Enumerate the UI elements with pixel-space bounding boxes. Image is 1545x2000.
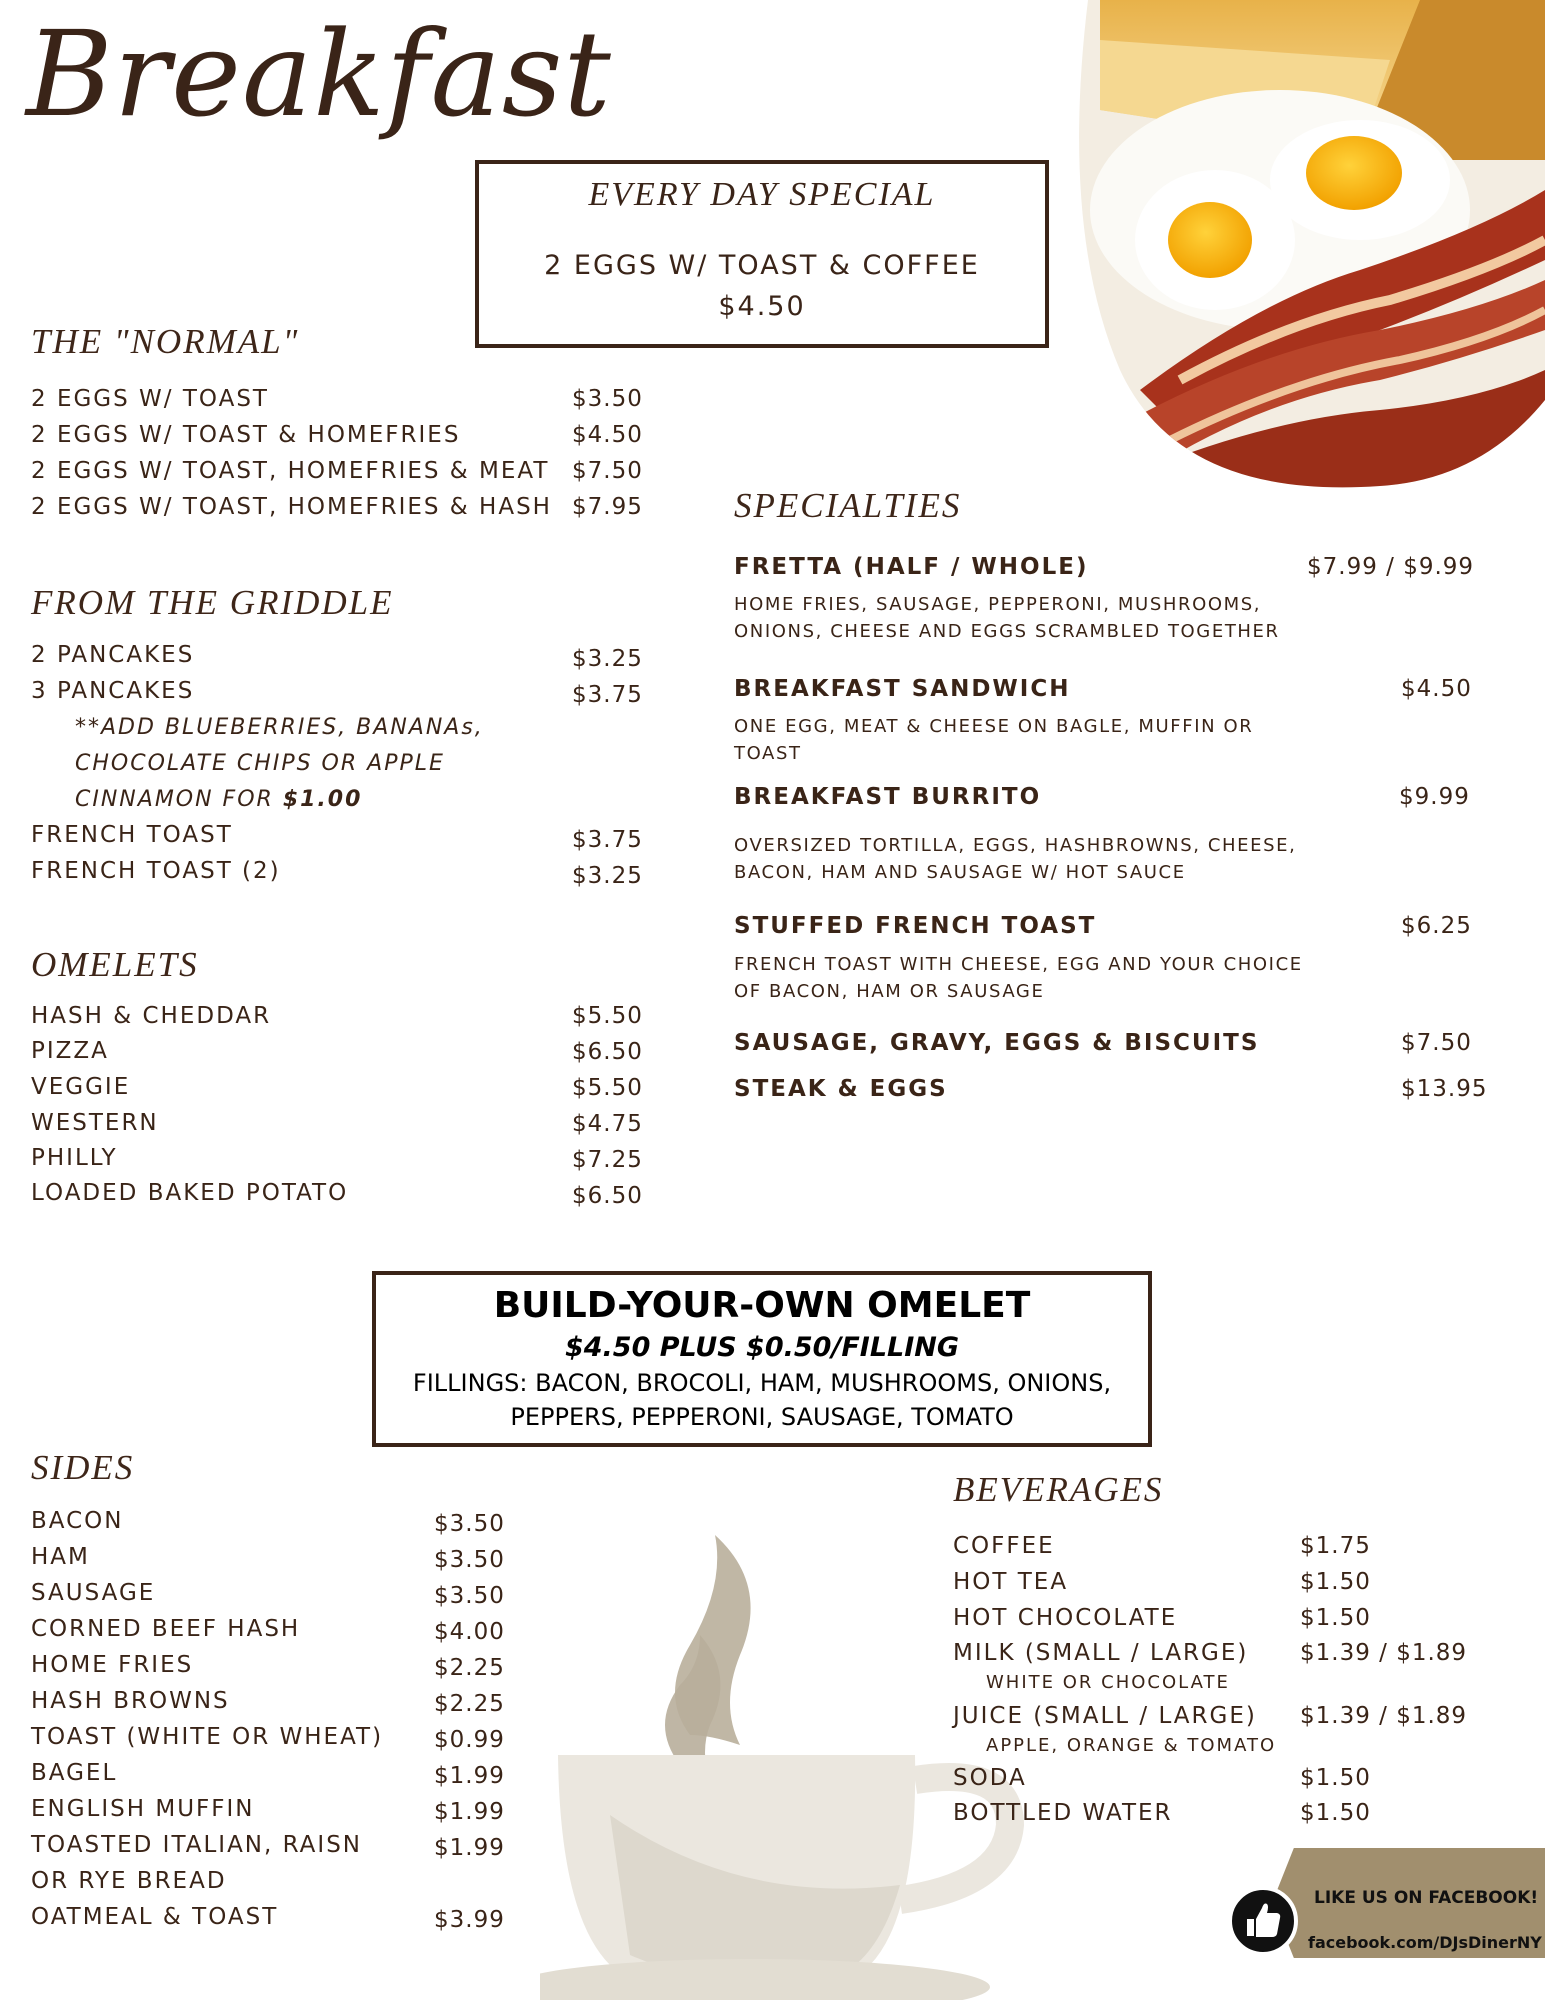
specialty-description: [734, 591, 1280, 645]
menu-item-price: $4.00: [434, 1619, 505, 1645]
beverages-heading: BEVERAGES: [953, 1470, 1164, 1509]
menu-item-name: 3 PANCAKES: [31, 678, 195, 704]
specialty-name: BREAKFAST BURRITO: [734, 784, 1042, 810]
specialties-heading: SPECIALTIES: [734, 486, 962, 525]
menu-item-name: BAGEL: [31, 1760, 118, 1786]
menu-item-price: $1.39 / $1.89: [1300, 1703, 1468, 1729]
breakfast-photo: [1060, 0, 1545, 490]
menu-item-price: $1.99: [434, 1835, 505, 1861]
desc-line: ONIONS, CHEESE AND EGGS SCRAMBLED TOGETHER: [734, 621, 1280, 642]
menu-item-name: ENGLISH MUFFIN: [31, 1796, 255, 1822]
menu-item-name: FRENCH TOAST: [31, 822, 233, 848]
menu-item-price: $6.50: [572, 1039, 643, 1065]
page-title: Breakfast: [26, 5, 612, 143]
menu-item-price: $3.75: [572, 827, 643, 853]
menu-item-name: CORNED BEEF HASH: [31, 1616, 301, 1642]
menu-item-price: $7.95: [572, 494, 643, 520]
menu-item-name: TOASTED ITALIAN, RAISN: [31, 1832, 362, 1858]
note-text: CINNAMON FOR: [75, 787, 283, 812]
menu-item-price: $3.50: [572, 386, 643, 412]
menu-item-price: $1.99: [434, 1799, 505, 1825]
normal-heading: THE "NORMAL": [31, 322, 300, 361]
menu-item-price: $5.50: [572, 1075, 643, 1101]
desc-line: OF BACON, HAM OR SAUSAGE: [734, 981, 1045, 1002]
menu-item-price: $2.25: [434, 1655, 505, 1681]
build-title: BUILD-YOUR-OWN OMELET: [493, 1285, 1031, 1326]
menu-item-name: OATMEAL & TOAST: [31, 1904, 279, 1930]
specialty-price: $6.25: [1401, 913, 1472, 939]
specialty-price: $4.50: [1401, 676, 1472, 702]
menu-item-name: MILK (SMALL / LARGE): [953, 1640, 1249, 1666]
menu-item-name: TOAST (WHITE OR WHEAT): [31, 1724, 384, 1750]
griddle-heading: FROM THE GRIDDLE: [31, 583, 394, 622]
pancake-addon-note: [75, 710, 484, 818]
menu-item-name: LOADED BAKED POTATO: [31, 1180, 349, 1206]
menu-item-name: VEGGIE: [31, 1074, 131, 1100]
desc-line: OVERSIZED TORTILLA, EGGS, HASHBROWNS, CHEESE,: [734, 835, 1297, 856]
menu-item-price: $1.75: [1300, 1533, 1371, 1559]
specialty-name: STEAK & EGGS: [734, 1076, 948, 1102]
menu-item-price: $7.50: [572, 458, 643, 484]
thumbs-up-icon[interactable]: [1228, 1886, 1298, 1956]
menu-item-name: BOTTLED WATER: [953, 1800, 1173, 1826]
omelets-heading: OMELETS: [31, 945, 199, 984]
menu-item-price: $1.99: [434, 1763, 505, 1789]
build-your-own-omelet-box: [372, 1271, 1152, 1447]
specialty-name: STUFFED FRENCH TOAST: [734, 913, 1097, 939]
menu-item-name: 2 EGGS W/ TOAST, HOMEFRIES & HASH: [31, 494, 552, 520]
menu-item-price: $1.50: [1300, 1569, 1371, 1595]
specialty-description: [734, 951, 1303, 1005]
menu-item-name: HASH BROWNS: [31, 1688, 230, 1714]
note-line: **ADD BLUEBERRIES, BANANAs,: [75, 715, 484, 740]
specialty-name: BREAKFAST SANDWICH: [734, 676, 1071, 702]
menu-item-price: $5.50: [572, 1003, 643, 1029]
menu-item-price: $3.50: [434, 1511, 505, 1537]
menu-item-name: FRENCH TOAST (2): [31, 858, 281, 884]
menu-item-price: $0.99: [434, 1727, 505, 1753]
facebook-like-text: LIKE US ON FACEBOOK!: [1314, 1888, 1539, 1908]
menu-item-price: $1.50: [1300, 1800, 1371, 1826]
desc-line: BACON, HAM AND SAUSAGE W/ HOT SAUCE: [734, 862, 1186, 883]
specialty-name: FRETTA (HALF / WHOLE): [734, 554, 1089, 580]
menu-item-name: HOT TEA: [953, 1569, 1069, 1595]
menu-item-name: PIZZA: [31, 1038, 109, 1064]
menu-item-price: $1.50: [1300, 1605, 1371, 1631]
menu-item-name: PHILLY: [31, 1145, 118, 1171]
specialty-price: $13.95: [1401, 1076, 1488, 1102]
menu-item-price: $3.25: [572, 646, 643, 672]
specialty-price: $9.99: [1399, 784, 1470, 810]
menu-item-name: HOT CHOCOLATE: [953, 1605, 1178, 1631]
note-price: $1.00: [282, 787, 363, 812]
menu-item-name: HOME FRIES: [31, 1652, 194, 1678]
menu-item-price: $1.39 / $1.89: [1300, 1640, 1468, 1666]
menu-item-price: $3.50: [434, 1583, 505, 1609]
menu-item-name: 2 EGGS W/ TOAST & HOMEFRIES: [31, 422, 461, 448]
desc-line: TOAST: [734, 743, 802, 764]
menu-item-price: $2.25: [434, 1691, 505, 1717]
menu-item-price: $3.25: [572, 863, 643, 889]
special-heading: EVERY DAY SPECIAL: [588, 176, 936, 213]
build-fillings: PEPPERS, PEPPERONI, SAUSAGE, TOMATO: [510, 1403, 1014, 1431]
menu-item-price: $1.50: [1300, 1765, 1371, 1791]
menu-item-name: COFFEE: [953, 1533, 1055, 1559]
menu-item-price: $4.75: [572, 1111, 643, 1137]
special-line: 2 EGGS W/ TOAST & COFFEE: [544, 250, 980, 281]
note-line: CHOCOLATE CHIPS OR APPLE: [75, 751, 445, 776]
note-line: [75, 782, 484, 818]
menu-item-name: WESTERN: [31, 1110, 159, 1136]
menu-item-name: 2 PANCAKES: [31, 642, 195, 668]
menu-item-price: $3.99: [434, 1907, 505, 1933]
menu-item-price: $3.75: [572, 682, 643, 708]
every-day-special-box: [475, 160, 1049, 348]
menu-item-name: SODA: [953, 1765, 1027, 1791]
specialty-price: $7.99 / $9.99: [1307, 554, 1475, 580]
sides-heading: SIDES: [31, 1448, 135, 1487]
build-fillings: FILLINGS: BACON, BROCOLI, HAM, MUSHROOMS, ONIONS,: [412, 1369, 1112, 1397]
menu-item-name: SAUSAGE: [31, 1580, 156, 1606]
menu-item-name: BACON: [31, 1508, 124, 1534]
menu-item-name: 2 EGGS W/ TOAST: [31, 386, 269, 412]
menu-item-name: OR RYE BREAD: [31, 1868, 227, 1894]
menu-item-name: HAM: [31, 1544, 90, 1570]
thumbs-up-glyph: [1232, 1890, 1294, 1952]
menu-item-price: $3.50: [434, 1547, 505, 1573]
specialty-description: [734, 832, 1296, 886]
build-price: $4.50 PLUS $0.50/FILLING: [564, 1332, 960, 1363]
menu-item-subtext: WHITE OR CHOCOLATE: [986, 1672, 1230, 1693]
menu-item-price: $6.50: [572, 1183, 643, 1209]
menu-item-name: 2 EGGS W/ TOAST, HOMEFRIES & MEAT: [31, 458, 550, 484]
specialty-description: [734, 713, 1253, 767]
menu-item-price: $7.25: [572, 1147, 643, 1173]
coffee-cup-illustration: [540, 1525, 1040, 2000]
menu-item-name: JUICE (SMALL / LARGE): [953, 1703, 1257, 1729]
menu-item-name: HASH & CHEDDAR: [31, 1003, 272, 1029]
desc-line: FRENCH TOAST WITH CHEESE, EGG AND YOUR CHOICE: [734, 954, 1303, 975]
special-price: $4.50: [718, 291, 806, 322]
desc-line: ONE EGG, MEAT & CHEESE ON BAGLE, MUFFIN OR: [734, 716, 1254, 737]
specialty-price: $7.50: [1401, 1030, 1472, 1056]
facebook-url[interactable]: facebook.com/DJsDinerNY: [1308, 1933, 1542, 1952]
specialty-name: SAUSAGE, GRAVY, EGGS & BISCUITS: [734, 1030, 1260, 1056]
menu-item-subtext: APPLE, ORANGE & TOMATO: [986, 1735, 1277, 1756]
menu-item-price: $4.50: [572, 422, 643, 448]
desc-line: HOME FRIES, SAUSAGE, PEPPERONI, MUSHROOMS,: [734, 594, 1262, 615]
